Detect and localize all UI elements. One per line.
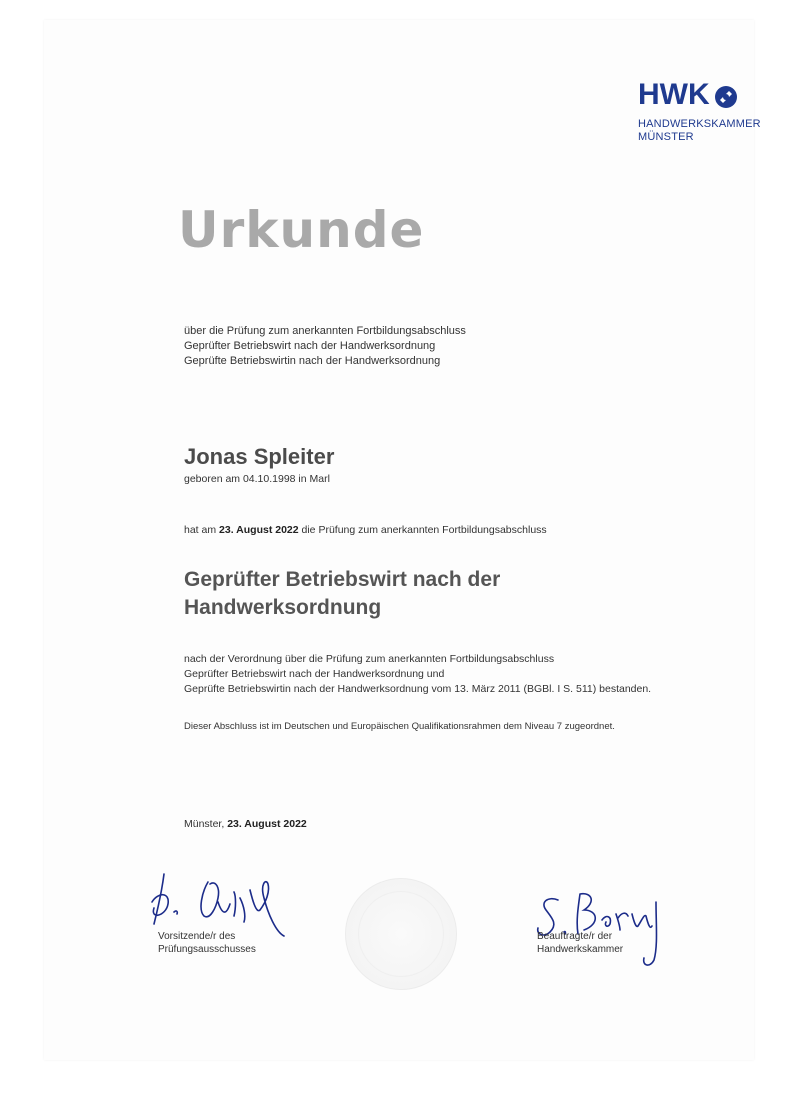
degree-line: Geprüfter Betriebswirt nach der xyxy=(184,568,501,591)
regulation-line: Geprüfter Betriebswirt nach der Handwerksordnung und xyxy=(184,668,445,680)
degree-title xyxy=(184,566,500,622)
hwk-emblem-icon xyxy=(714,85,738,109)
logo-line-handwerkskammer: HANDWERKSKAMMER xyxy=(638,118,761,130)
degree-line: Handwerksordnung xyxy=(184,596,382,619)
logo-line-muenster: MÜNSTER xyxy=(638,131,694,143)
exam-suffix: die Prüfung zum anerkannten Fortbildungsabschluss xyxy=(298,524,547,536)
caption-line: Prüfungsausschusses xyxy=(158,944,256,955)
embossed-seal xyxy=(345,878,457,990)
regulation-line: Geprüfte Betriebswirtin nach der Handwerksordnung vom 13. März 2011 (BGBl. I S. 511) bestanden. xyxy=(184,683,652,695)
caption-line: Handwerkskammer xyxy=(537,944,624,955)
chair-signature-caption xyxy=(158,930,256,956)
exam-statement xyxy=(184,524,547,536)
caption-line: Vorsitzende/r des xyxy=(158,931,236,942)
intro-line: über die Prüfung zum anerkannten Fortbildungsabschluss xyxy=(184,325,466,337)
place: Münster, xyxy=(184,818,228,830)
issue-date: 23. August 2022 xyxy=(227,818,307,830)
intro-line: Geprüfter Betriebswirt nach der Handwerksordnung xyxy=(184,340,436,352)
logo-letters: HWK xyxy=(638,78,710,111)
regulation-line: nach der Verordnung über die Prüfung zum anerkannten Fortbildungsabschluss xyxy=(184,653,555,665)
place-and-date xyxy=(184,818,307,830)
caption-line: Beauftragte/r der xyxy=(537,931,613,942)
hwk-logo xyxy=(638,80,778,144)
regulation-text xyxy=(184,652,651,697)
chamber-representative-signature xyxy=(528,884,678,974)
exam-date: 23. August 2022 xyxy=(219,524,299,536)
qualification-framework-note: Dieser Abschluss ist im Deutschen und Europäischen Qualifikationsrahmen dem Niveau 7 zugeordnet. xyxy=(184,721,615,732)
candidate-birth-info: geboren am 04.10.1998 in Marl xyxy=(184,473,330,485)
intro-text xyxy=(184,324,466,369)
exam-prefix: hat am xyxy=(184,524,220,536)
intro-line: Geprüfte Betriebswirtin nach der Handwerksordnung xyxy=(184,355,441,367)
document-title: Urkunde xyxy=(178,201,425,259)
chamber-signature-caption xyxy=(537,930,623,956)
candidate-name: Jonas Spleiter xyxy=(184,444,335,469)
